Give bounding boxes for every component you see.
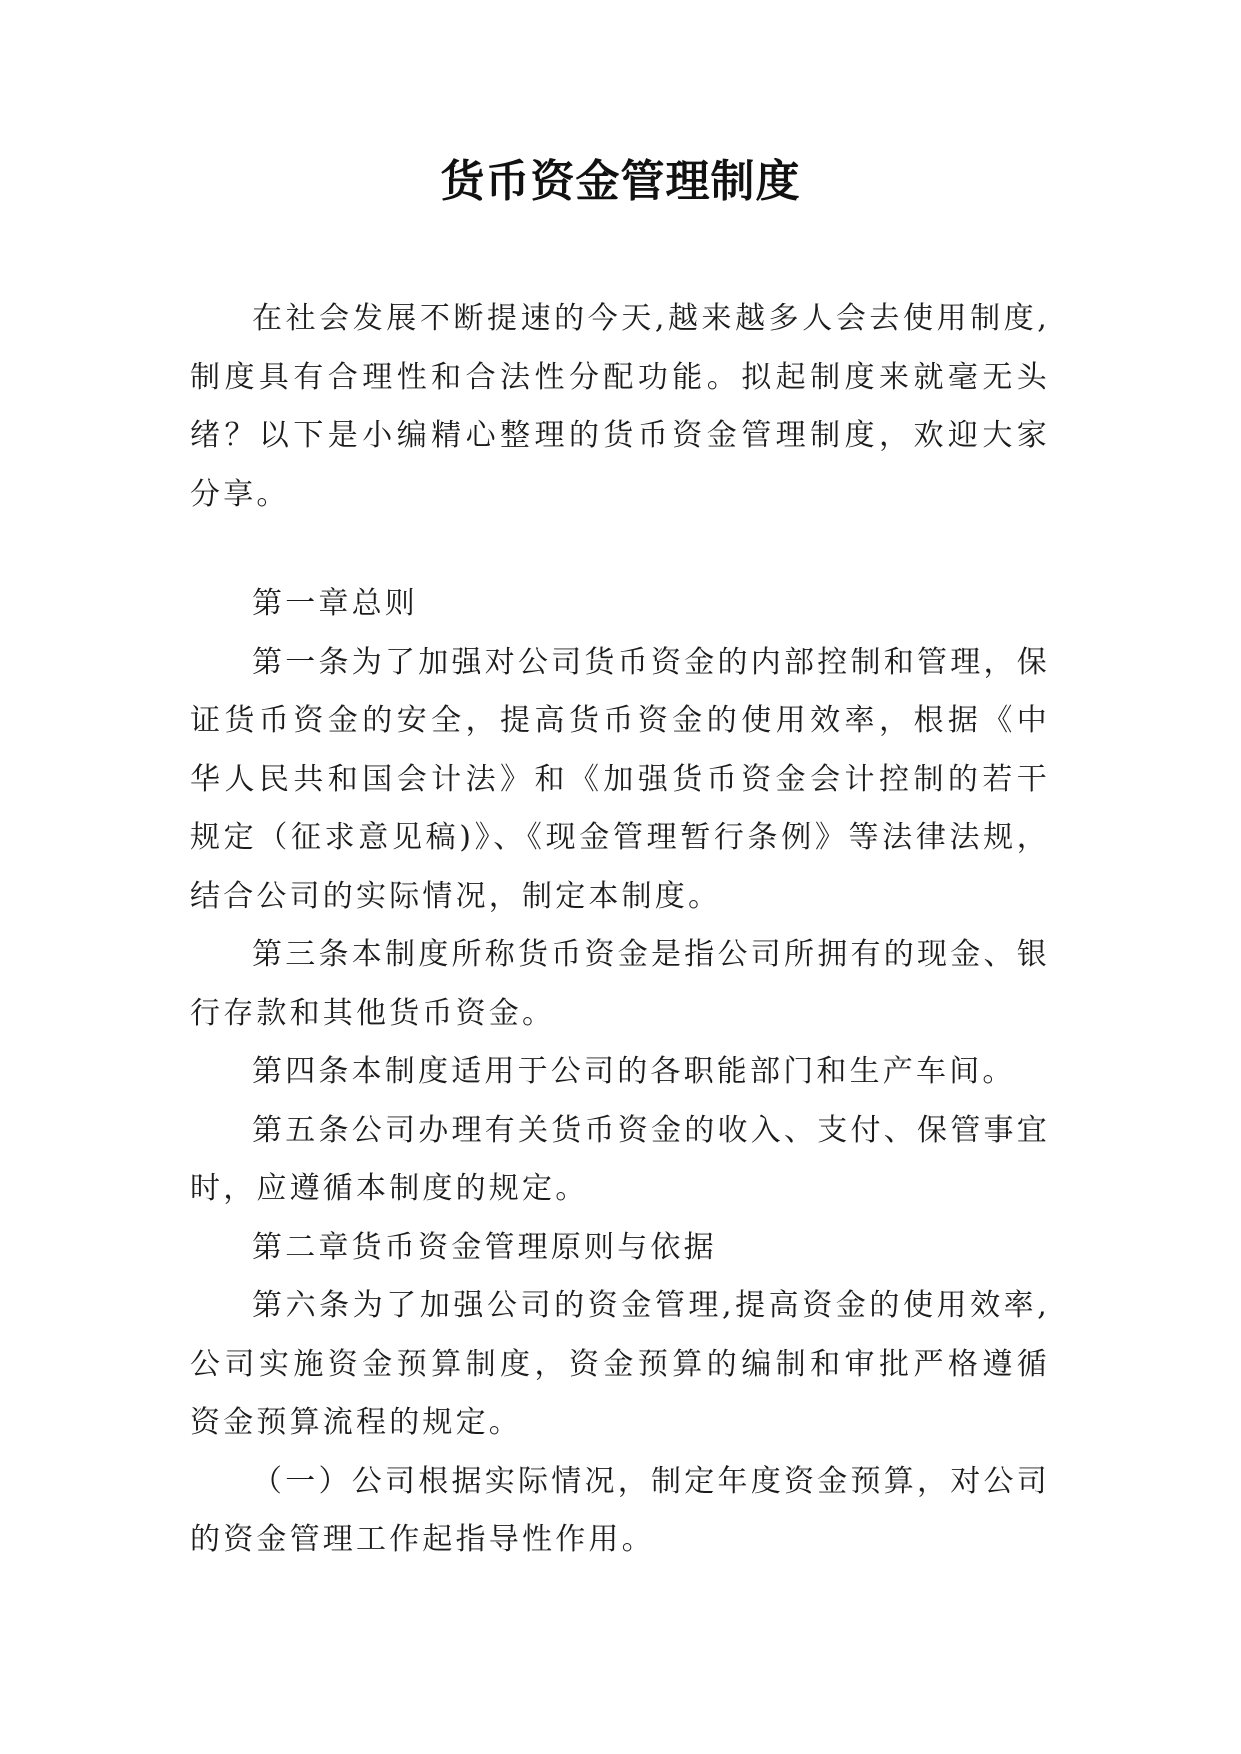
article-paragraph: 第六条为了加强公司的资金管理,提高资金的使用效率,公司实施资金预算制度，资金预算的编制和审批严格遵循资金预算流程的规定。 [190,1288,1050,1440]
article-paragraph: 第四条本制度适用于公司的各职能部门和生产车间。 [252,1054,1016,1089]
intro-paragraph: 在社会发展不断提速的今天,越来越多人会去使用制度,制度具有合理性和合法性分配功能。拟起制度来就毫无头绪？以下是小编精心整理的货币资金管理制度，欢迎大家分享。 [190,301,1050,512]
main-section [190,575,1050,1570]
intro-section [190,290,1050,524]
article-paragraph: 第一条为了加强对公司货币资金的内部控制和管理，保证货币资金的安全，提高货币资金的使用效率，根据《中华人民共和国会计法》和《加强货币资金会计控制的若干规定（征求意见稿)》、《现金管理暂行条例》等法律法规，结合公司的实际情况，制定本制度。 [190,644,1050,914]
document-title: 货币资金管理制度 [440,156,801,207]
chapter-heading: 第一章总则 [252,586,418,621]
article-paragraph: 第三条本制度所称货币资金是指公司所拥有的现金、银行存款和其他货币资金。 [190,937,1050,1031]
article-paragraph: 第五条公司办理有关货币资金的收入、支付、保管事宜时，应遵循本制度的规定。 [190,1112,1050,1206]
article-paragraph: （一）公司根据实际情况，制定年度资金预算，对公司的资金管理工作起指导性作用。 [190,1463,1050,1557]
chapter-heading: 第二章货币资金管理原则与依据 [252,1229,717,1265]
